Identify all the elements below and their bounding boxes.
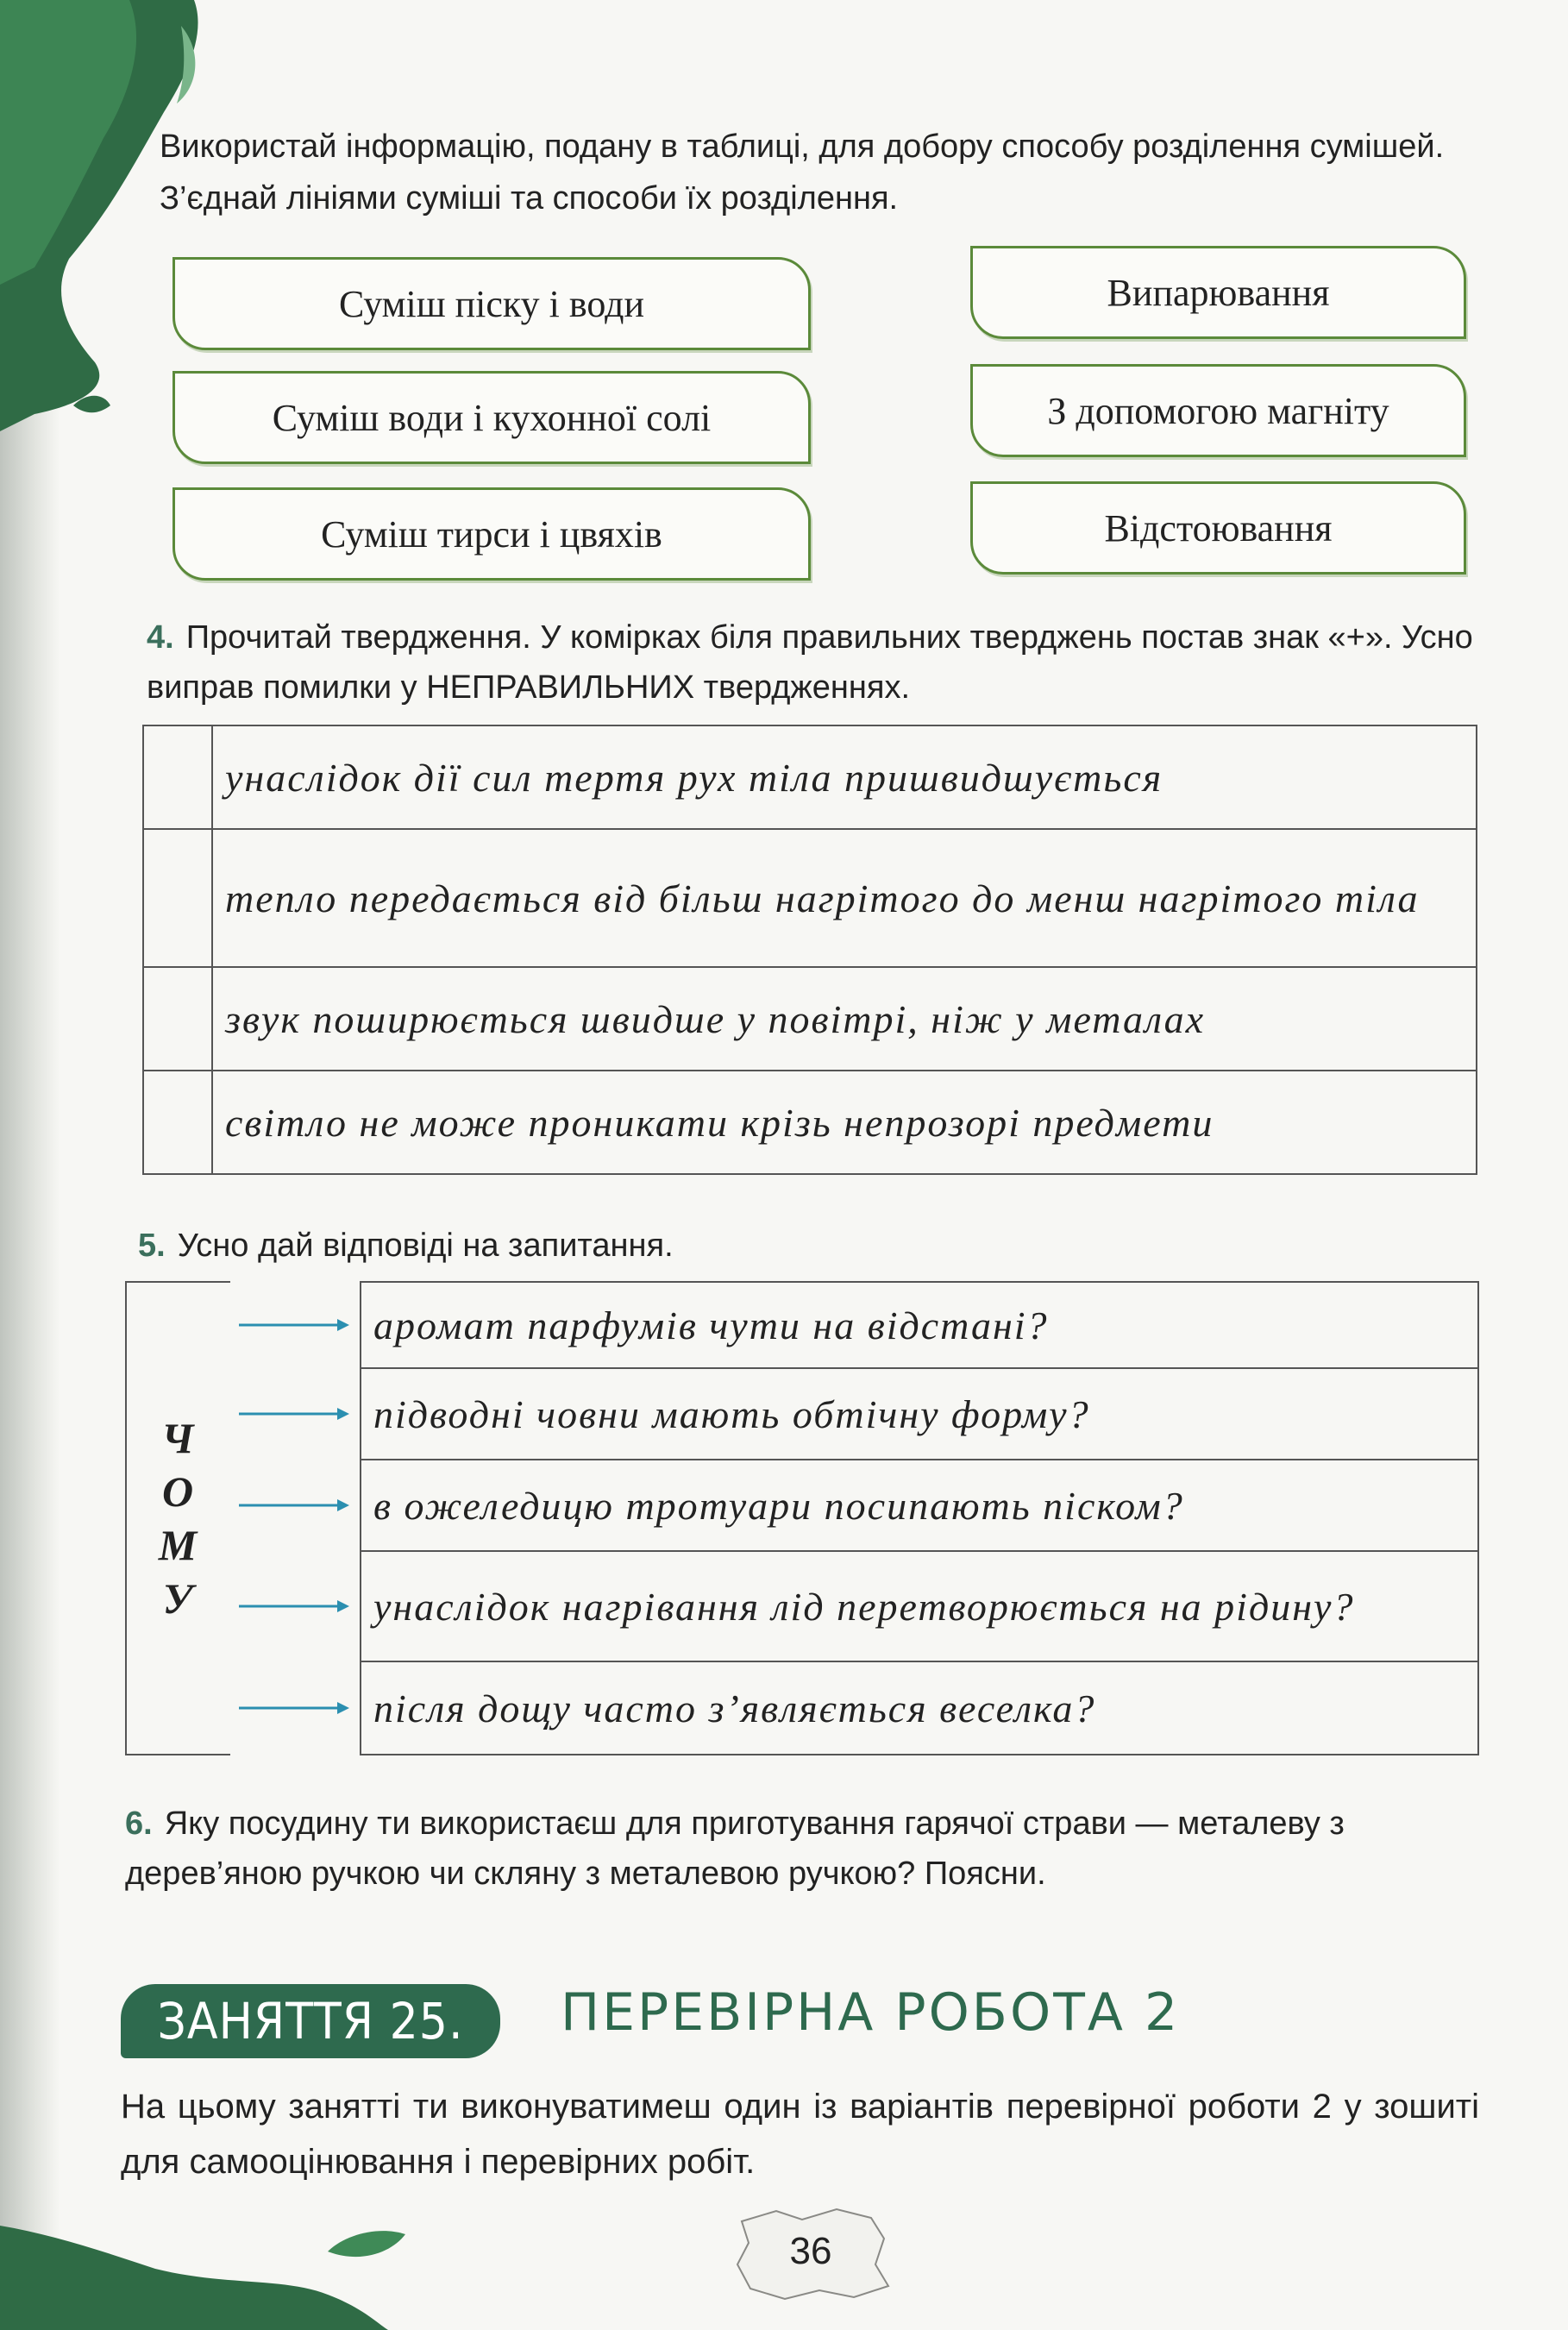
- mixture-label: Суміш води і кухонної солі: [272, 396, 712, 439]
- arrow-cell: [230, 1661, 361, 1755]
- task-text: Яку посудину ти використаєш для приготування гарячої страви — металеву з дерев’яною ручкою чи скляну з металевою ручкою? Поясни.: [125, 1806, 1345, 1892]
- table-row: [143, 829, 1477, 967]
- why-word: [159, 1411, 198, 1625]
- method-evaporation[interactable]: [970, 246, 1466, 339]
- question-text: після дощу часто з’являється веселка?: [361, 1661, 1478, 1755]
- task-number: 6.: [125, 1806, 153, 1842]
- table-row: [126, 1368, 1478, 1460]
- arrow-cell: [230, 1368, 361, 1460]
- question-text: в ожеледицю тротуари посипають піском?: [361, 1460, 1478, 1551]
- task-number: 5.: [138, 1228, 166, 1264]
- question-text: підводні човни мають обтічну форму?: [361, 1368, 1478, 1460]
- table-row: [126, 1282, 1478, 1368]
- question-text: унаслідок нагрівання лід перетворюється на рідину?: [361, 1551, 1478, 1661]
- arrow-right-icon: [239, 1598, 351, 1615]
- arrow-right-icon: [239, 1699, 351, 1717]
- answer-cell[interactable]: [143, 1071, 212, 1174]
- lesson-tag: ЗАНЯТТЯ 25.: [121, 1984, 500, 2058]
- statement-text: унаслідок дії сил тертя рух тіла пришвидшується: [212, 725, 1477, 829]
- statements-table: [142, 725, 1477, 1175]
- questions-table: [125, 1281, 1479, 1755]
- why-letter: О: [161, 1467, 196, 1516]
- arrow-cell: [230, 1460, 361, 1551]
- answer-cell[interactable]: [143, 967, 212, 1071]
- table-row: [126, 1460, 1478, 1551]
- statement-text: світло не може проникати крізь непрозорі предмети: [212, 1071, 1477, 1174]
- arrow-cell: [230, 1551, 361, 1661]
- mixture-label: Суміш тирси і цвяхів: [321, 512, 662, 556]
- question-text: аромат парфумів чути на відстані?: [361, 1282, 1478, 1368]
- answer-cell[interactable]: [143, 829, 212, 967]
- answer-cell[interactable]: [143, 725, 212, 829]
- statement-text: звук поширюється швидше у повітрі, ніж у металах: [212, 967, 1477, 1071]
- method-settling[interactable]: [970, 481, 1466, 575]
- method-label: Випарювання: [1107, 271, 1330, 314]
- table-row: [143, 725, 1477, 829]
- method-label: З допомогою магніту: [1047, 389, 1389, 432]
- why-letter: М: [158, 1521, 199, 1569]
- arrow-right-icon: [239, 1497, 351, 1514]
- page-number: 36: [789, 2230, 832, 2272]
- statement-text: тепло передається від більш нагрітого до менш нагрітого тіла: [212, 829, 1477, 967]
- arrow-right-icon: [239, 1316, 351, 1334]
- task-text: Прочитай твердження. У комірках біля правильних тверджень постав знак «+». Усно виправ помилки у НЕПРАВИЛЬНИХ твердженнях.: [147, 619, 1473, 706]
- intro-text: Використай інформацію, подану в таблиці, для добору способу розділення сумішей. З’єднай лініями суміші та способи їх розділення.: [160, 129, 1445, 217]
- mixture-sand-water[interactable]: [172, 257, 811, 350]
- lesson-text: На цьому занятті ти виконуватимеш один із варіантів перевірної роботи 2 у зошиті для самооцінювання і перевірних робіт.: [121, 2088, 1479, 2181]
- mixture-water-salt[interactable]: [172, 371, 811, 464]
- why-word-cell: [126, 1282, 230, 1755]
- method-label: Відстоювання: [1104, 506, 1333, 550]
- arrow-cell: [230, 1282, 361, 1368]
- decorative-leaf-bottom: [0, 2174, 431, 2330]
- lesson-title: ПЕРЕВІРНА РОБОТА 2: [561, 1982, 1181, 2043]
- task-6: [125, 1799, 1479, 1899]
- task-5: [138, 1221, 1471, 1271]
- task-4: [147, 612, 1479, 713]
- table-row: [143, 967, 1477, 1071]
- why-letter: Ч: [161, 1414, 196, 1462]
- arrow-right-icon: [239, 1405, 351, 1422]
- mixture-sawdust-nails[interactable]: [172, 487, 811, 581]
- table-row: [126, 1661, 1478, 1755]
- task-number: 4.: [147, 619, 174, 656]
- table-row: [143, 1071, 1477, 1174]
- method-magnet[interactable]: [970, 364, 1466, 457]
- task-text: Усно дай відповіді на запитання.: [177, 1228, 674, 1264]
- table-row: [126, 1551, 1478, 1661]
- mixture-label: Суміш піску і води: [338, 282, 645, 325]
- why-letter: У: [162, 1574, 195, 1623]
